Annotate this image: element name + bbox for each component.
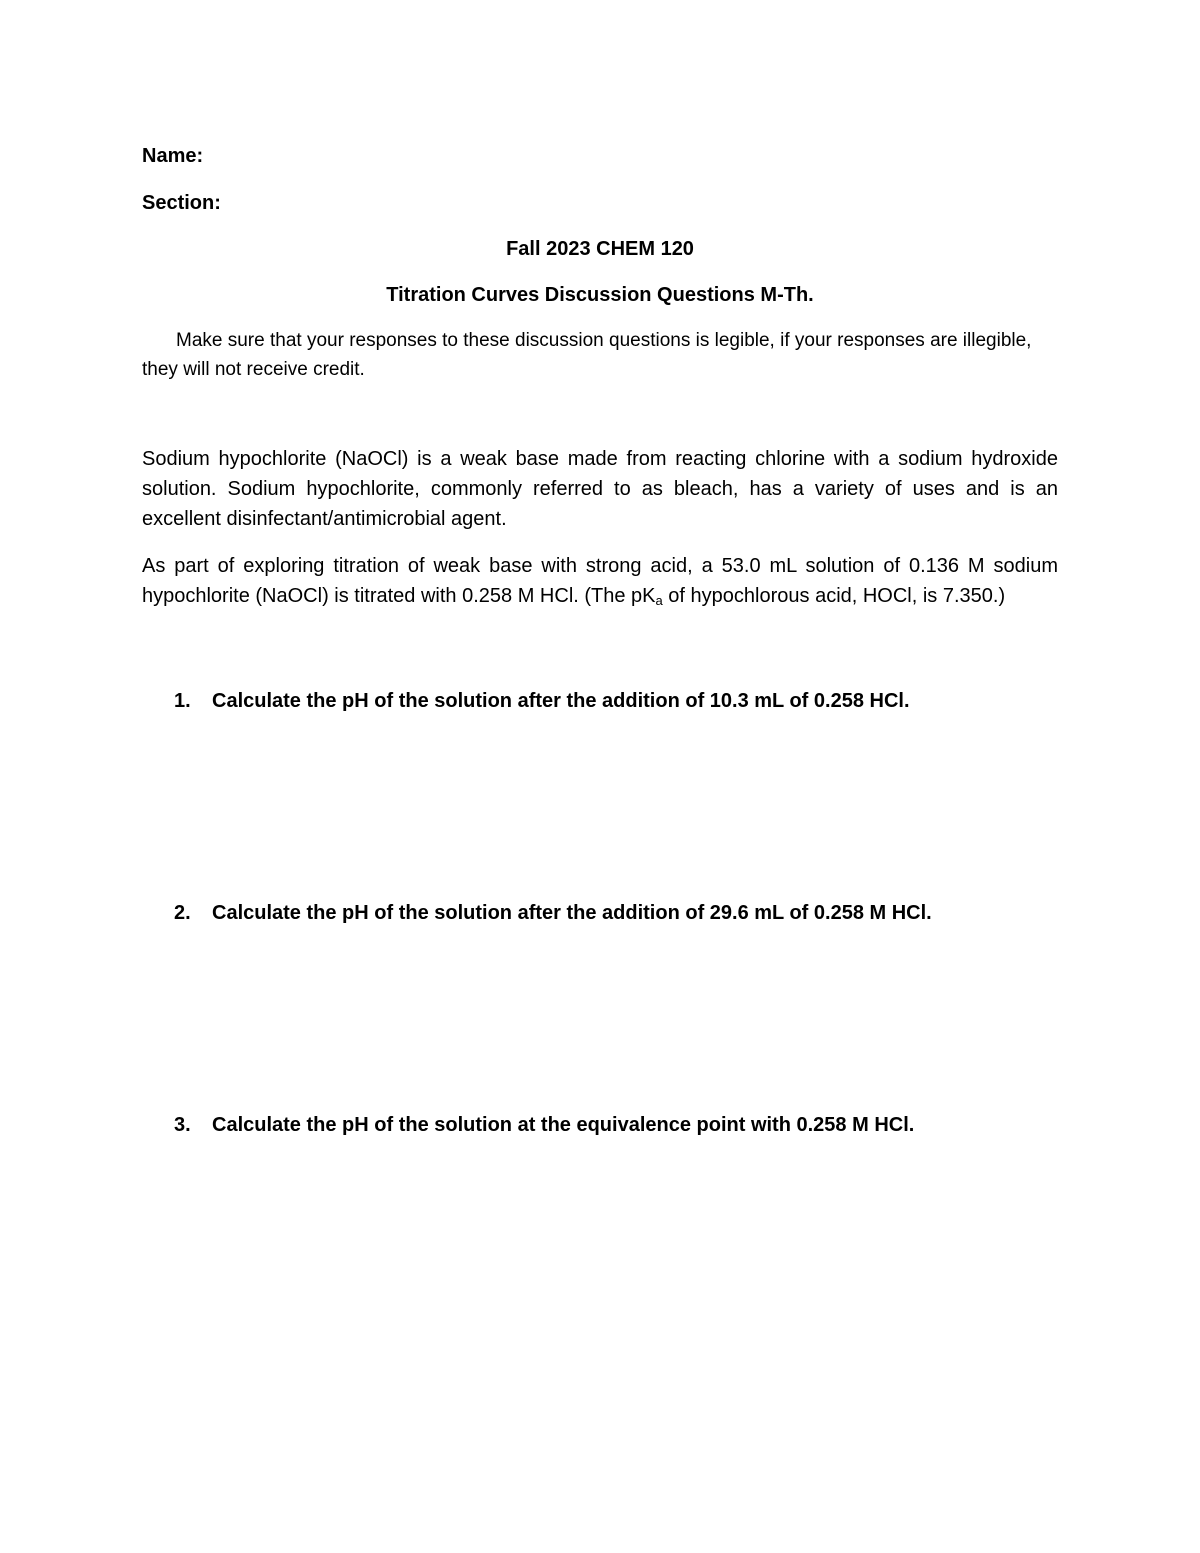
problem-text-before-subscript: As part of exploring titration of weak base with strong acid, a 53.0 mL solution of 0.136 M sodium hypochlorite (NaOCl) is titrated with 0.258 M HCl. (The pK (142, 555, 1058, 607)
name-label: Name: (142, 145, 204, 167)
question-3 (174, 1114, 914, 1137)
instructions-paragraph: Make sure that your responses to these discussion questions is legible, if your responses are illegible, they will not receive credit. (142, 330, 1032, 380)
assignment-title: Titration Curves Discussion Questions M-Th. (386, 284, 814, 306)
problem-paragraph (142, 551, 1058, 611)
question-text: Calculate the pH of the solution after the addition of 29.6 mL of 0.258 M HCl. (212, 902, 932, 924)
background-paragraph: Sodium hypochlorite (NaOCl) is a weak base made from reacting chlorine with a sodium hydroxide solution. Sodium hypochlorite, commonly referred to as bleach, has a variety of uses and is an excellent disinfectant/antimicrobial agent. (142, 448, 1058, 530)
question-text: Calculate the pH of the solution at the equivalence point with 0.258 M HCl. (212, 1114, 915, 1136)
section-label: Section: (142, 192, 221, 214)
course-title: Fall 2023 CHEM 120 (506, 238, 694, 260)
question-1 (174, 690, 910, 713)
question-number: 2. (174, 902, 191, 924)
question-2 (174, 902, 932, 925)
question-text: Calculate the pH of the solution after the addition of 10.3 mL of 0.258 HCl. (212, 690, 910, 712)
question-number: 1. (174, 690, 191, 712)
pka-subscript: a (655, 593, 663, 608)
question-number: 3. (174, 1114, 191, 1136)
problem-text-after-subscript: of hypochlorous acid, HOCl, is 7.350.) (662, 585, 1006, 607)
